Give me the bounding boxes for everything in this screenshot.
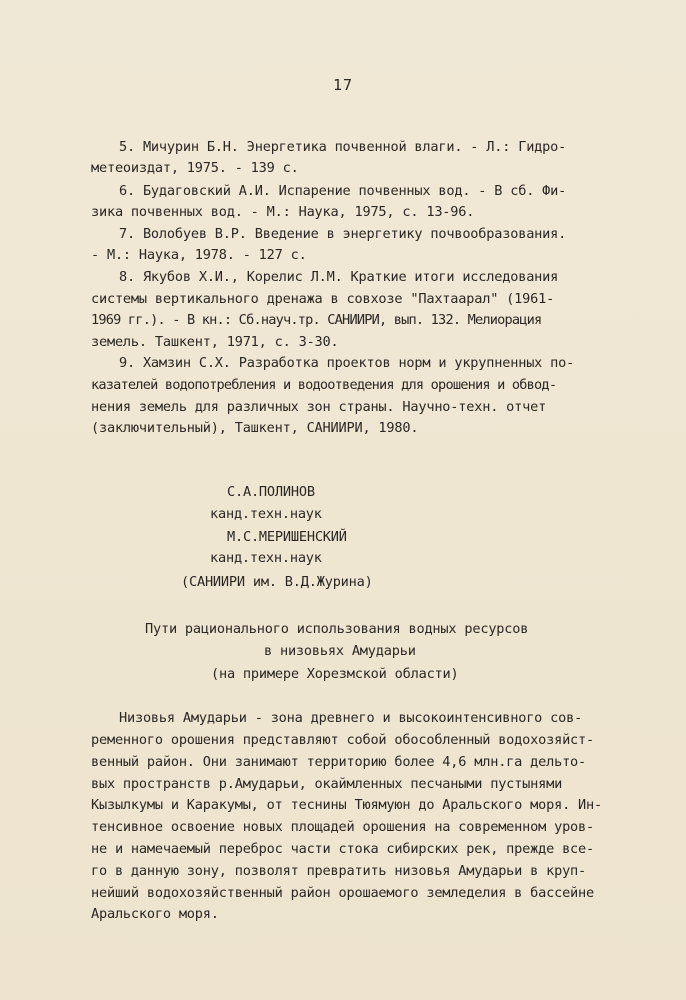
reference-line: - М.: Наука, 1978. - 127 с. [91, 247, 307, 263]
reference-line: 8. Якубов Х.И., Корелис Л.М. Краткие итоги исследования [119, 269, 559, 285]
body-line: нейший водохозяйственный район орошаемого земледелия в бассейне [91, 885, 595, 901]
body-line: вых пространств р.Амударьи, окаймленных песчаными пустынями [91, 776, 563, 792]
reference-line: 9. Хамзин С.Х. Разработка проектов норм и укрупненных по- [119, 355, 575, 371]
body-line: ременного орошения представляют собой обособленный водохозяйст- [91, 732, 595, 748]
body-line: Аральского моря. [91, 906, 219, 922]
title-line: в низовьях Амударьи [264, 643, 416, 659]
reference-line: 5. Мичурин Б.Н. Энергетика почвенной влаги. - Л.: Гидро- [119, 139, 567, 155]
author-degree: канд.техн.наук [210, 550, 322, 566]
reference-line: 6. Будаговский А.И. Испарение почвенных вод. - В сб. Фи- [119, 183, 567, 199]
title-line: Пути рационального использования водных ресурсов [145, 621, 529, 637]
reference-line: нения земель для различных зон страны. Научно-техн. отчет [91, 399, 547, 415]
body-line: не и намечаемый переброс части стока сибирских рек, прежде все- [91, 841, 595, 857]
body-line: венный район. Они занимают территорию более 4,6 млн.га дельто- [91, 754, 587, 770]
body-line: тенсивное освоение новых площадей орошения на современном уров- [91, 819, 595, 835]
author-affiliation: (САНИИРИ им. В.Д.Журина) [181, 574, 373, 590]
body-line: го в данную зону, позволят превратить низовья Амударьи в круп- [91, 863, 587, 879]
reference-line: метеоиздат, 1975. - 139 с. [91, 160, 299, 176]
reference-line: 1969 гг.). - В кн.: Сб.науч.тр. САНИИРИ, вып. 132. Мелиорация [91, 312, 542, 328]
reference-line: 7. Волобуев В.Р. Введение в энергетику почвообразования. [119, 226, 567, 242]
author-degree: канд.техн.наук [210, 506, 322, 522]
reference-line: (заключительный), Ташкент, САНИИРИ, 1980. [91, 420, 419, 436]
reference-line: системы вертикального дренажа в совхозе "Пахтаарал" (1961- [91, 291, 555, 307]
body-line: Низовья Амударьи - зона древнего и высокоинтенсивного сов- [119, 710, 583, 726]
title-line: (на примере Хорезмской области) [211, 666, 459, 682]
reference-line: земель. Ташкент, 1971, с. 3-30. [91, 334, 339, 350]
reference-line: казателей водопотребления и водоотведения для орошения и обвод- [91, 377, 557, 393]
page-number: 17 [332, 76, 354, 94]
body-line: Кызылкумы и Каракумы, от теснины Тюямуюн до Аральского моря. Ин- [91, 797, 602, 813]
author-name: С.А.ПОЛИНОВ [227, 484, 315, 500]
reference-line: зика почвенных вод. - М.: Наука, 1975, с. 13-96. [91, 204, 475, 220]
author-name: М.С.МЕРИШЕНСКИЙ [227, 529, 347, 545]
